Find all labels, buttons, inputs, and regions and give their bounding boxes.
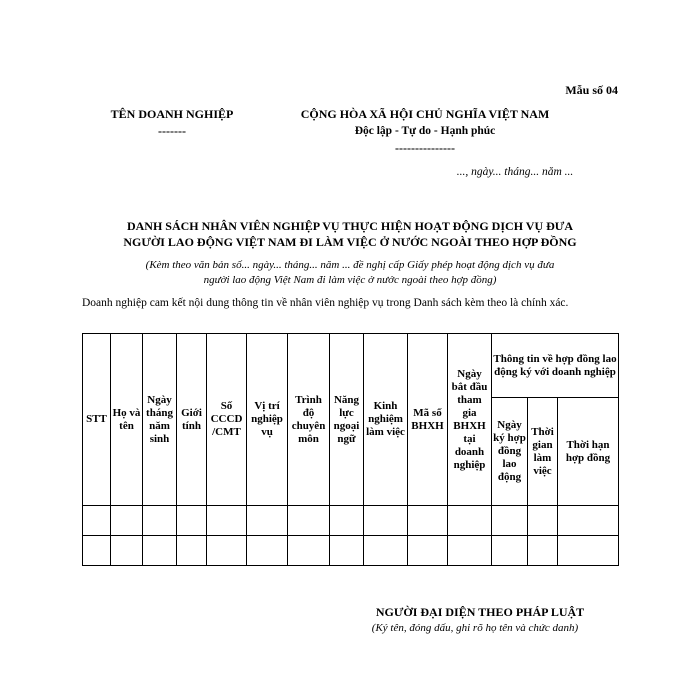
table-cell[interactable]	[330, 536, 364, 566]
table-cell[interactable]	[528, 536, 558, 566]
table-cell[interactable]	[83, 506, 111, 536]
signature-title: NGƯỜI ĐẠI DIỆN THEO PHÁP LUẬT	[375, 605, 585, 619]
document-subtitle	[80, 258, 620, 288]
col-header-contract-term: Thời hạn hợp đồng	[558, 398, 619, 506]
col-header-id-number: Số CCCD /CMT	[207, 334, 247, 506]
table-cell[interactable]	[492, 536, 528, 566]
national-header	[270, 106, 580, 157]
table-cell[interactable]	[528, 506, 558, 536]
table-cell[interactable]	[177, 506, 207, 536]
table-cell[interactable]	[288, 506, 330, 536]
table-cell[interactable]	[558, 506, 619, 536]
table-cell[interactable]	[111, 536, 143, 566]
col-header-contract-group: Thông tin về hợp đồng lao động ký với doanh nghiệp	[492, 334, 619, 398]
document-title-line-1: DANH SÁCH NHÂN VIÊN NGHIỆP VỤ THỰC HIỆN HOẠT ĐỘNG DỊCH VỤ ĐƯA	[126, 219, 574, 233]
company-name-label: TÊN DOANH NGHIỆP	[110, 107, 234, 121]
col-header-dob: Ngày tháng năm sinh	[143, 334, 177, 506]
table-cell[interactable]	[207, 506, 247, 536]
nation-underline: ---------------	[395, 141, 455, 155]
table-cell[interactable]	[448, 506, 492, 536]
col-header-contract-duration: Thời gian làm việc	[528, 398, 558, 506]
col-header-insurance-start: Ngày bắt đầu tham gia BHXH tại doanh nghiệp	[448, 334, 492, 506]
table-cell[interactable]	[247, 506, 288, 536]
table-cell[interactable]	[207, 536, 247, 566]
table-cell[interactable]	[364, 506, 408, 536]
table-row	[83, 536, 619, 566]
commitment-statement: Doanh nghiệp cam kết nội dung thông tin về nhân viên nghiệp vụ trong Danh sách kèm theo là chính xác.	[82, 297, 569, 309]
table-cell[interactable]	[448, 536, 492, 566]
table-cell[interactable]	[143, 536, 177, 566]
table-cell[interactable]	[143, 506, 177, 536]
form-number: Mẫu số 04	[565, 83, 618, 97]
col-header-language: Năng lực ngoại ngữ	[330, 334, 364, 506]
document-title-line-2: NGƯỜI LAO ĐỘNG VIỆT NAM ĐI LÀM VIỆC Ở NƯỚC NGOÀI THEO HỢP ĐỒNG	[123, 235, 577, 249]
table-cell[interactable]	[558, 536, 619, 566]
table-cell[interactable]	[364, 536, 408, 566]
nation-motto: Độc lập - Tự do - Hạnh phúc	[354, 125, 496, 137]
signature-note: (Ký tên, đóng dấu, ghi rõ họ tên và chức danh)	[371, 622, 579, 634]
table-cell[interactable]	[330, 506, 364, 536]
col-header-social-insurance: Mã số BHXH	[408, 334, 448, 506]
table-cell[interactable]	[247, 536, 288, 566]
col-header-education: Trình độ chuyên môn	[288, 334, 330, 506]
table-cell[interactable]	[111, 506, 143, 536]
document-subtitle-line-2: người lao động Việt Nam đi làm việc ở nước ngoài theo hợp đồng)	[203, 274, 497, 286]
col-header-contract-sign-date: Ngày ký hợp đồng lao động	[492, 398, 528, 506]
col-header-name: Họ và tên	[111, 334, 143, 506]
col-header-experience: Kinh nghiệm làm việc	[364, 334, 408, 506]
document-title	[70, 218, 630, 250]
table-cell[interactable]	[408, 536, 448, 566]
col-header-gender: Giới tính	[177, 334, 207, 506]
table-cell[interactable]	[492, 506, 528, 536]
table-row	[83, 506, 619, 536]
date-line: ..., ngày... tháng... năm ...	[456, 166, 574, 178]
staff-table	[82, 333, 619, 566]
table-cell[interactable]	[408, 506, 448, 536]
company-header	[92, 106, 252, 140]
col-header-position: Vị trí nghiệp vụ	[247, 334, 288, 506]
table-cell[interactable]	[288, 536, 330, 566]
col-header-stt: STT	[83, 334, 111, 506]
table-cell[interactable]	[177, 536, 207, 566]
company-underline: -------	[158, 124, 186, 138]
document-subtitle-line-1: (Kèm theo văn bản số... ngày... tháng... năm ... đề nghị cấp Giấy phép hoạt động dịch vụ đưa	[145, 259, 555, 271]
nation-name: CỘNG HÒA XÃ HỘI CHỦ NGHĨA VIỆT NAM	[300, 107, 550, 121]
table-cell[interactable]	[83, 536, 111, 566]
